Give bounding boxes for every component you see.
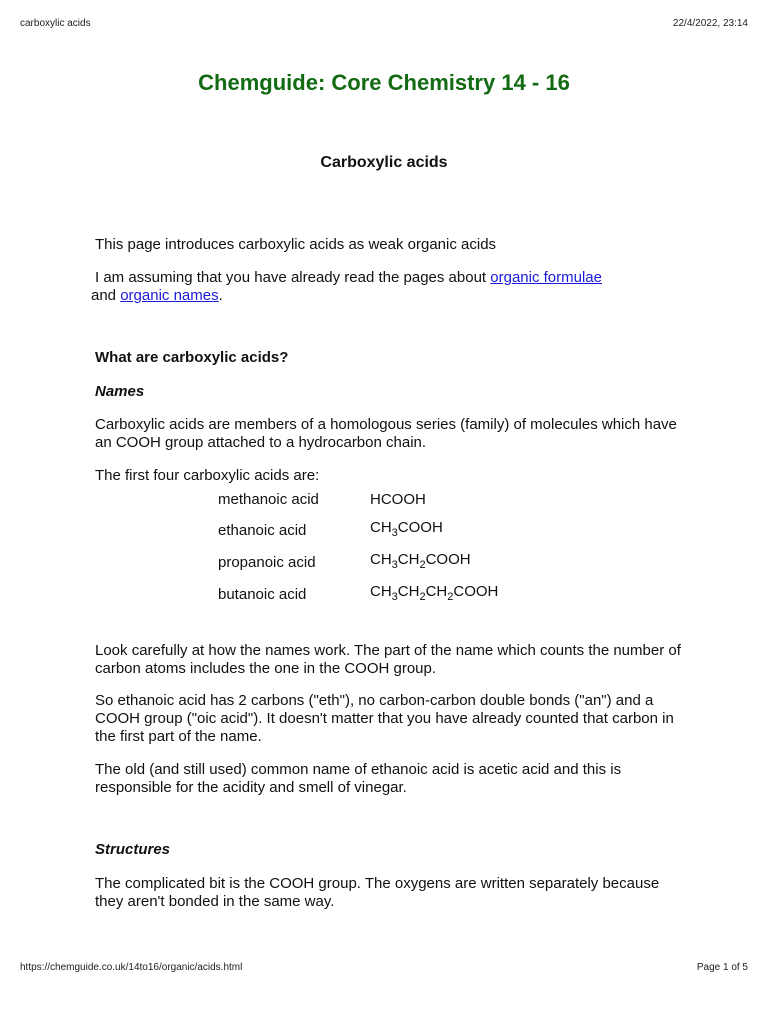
site-brand: Chemguide: bbox=[198, 70, 326, 95]
assumption-text-end: . bbox=[218, 287, 223, 304]
acid-formula: $CH_3CH_2COOH$ bbox=[370, 551, 471, 571]
site-title bbox=[0, 70, 768, 96]
print-datetime: 22/4/2022, 23:14 bbox=[672, 18, 748, 29]
print-url: https://chemguide.co.uk/14to16/organic/acids.html bbox=[20, 962, 243, 973]
site-subtitle: Core Chemistry 14 - 16 bbox=[325, 70, 570, 95]
intro-paragraph: This page introduces carboxylic acids as weak organic acids bbox=[95, 236, 497, 253]
acid-row bbox=[218, 553, 618, 573]
acid-formula: $CH_3CH_2CH_2COOH$ bbox=[370, 583, 499, 603]
assumption-text: I am assuming that you have already read the pages about bbox=[95, 269, 491, 286]
print-page-count: Page 1 of 5 bbox=[696, 962, 748, 973]
acid-row bbox=[218, 585, 618, 605]
acid-name: propanoic acid bbox=[218, 554, 316, 571]
acid-formula: HCOOH bbox=[370, 491, 426, 508]
subheading-structures: Structures bbox=[95, 841, 171, 858]
section-heading-what: What are carboxylic acids? bbox=[95, 349, 289, 366]
print-header bbox=[20, 18, 748, 29]
acid-name: ethanoic acid bbox=[218, 522, 307, 539]
acetic-acid-paragraph: The old (and still used) common name of ethanoic acid is acetic acid and this is responsible for the acidity and smell of vinegar. bbox=[95, 761, 622, 796]
look-paragraph: Look carefully at how the names work. The part of the name which counts the number of carbon atoms includes the one in the COOH group. bbox=[95, 642, 681, 677]
acid-row bbox=[218, 521, 618, 541]
names-paragraph: Carboxylic acids are members of a homologous series (family) of molecules which have an COOH group attached to a hydrocarbon chain. bbox=[95, 416, 677, 451]
subheading-names: Names bbox=[95, 383, 145, 400]
print-page-name: carboxylic acids bbox=[20, 18, 91, 29]
first-four-paragraph: The first four carboxylic acids are: bbox=[95, 467, 320, 484]
acid-row bbox=[218, 491, 618, 511]
assumption-text-and: and bbox=[91, 287, 121, 304]
acid-formula: $CH_3COOH$ bbox=[370, 519, 443, 539]
acid-name: butanoic acid bbox=[218, 586, 307, 603]
structures-paragraph: The complicated bit is the COOH group. The oxygens are written separately because they aren't bonded in the same way. bbox=[95, 875, 660, 910]
assumption-paragraph bbox=[91, 269, 685, 305]
print-footer bbox=[20, 962, 748, 973]
ethanoic-explanation-paragraph: So ethanoic acid has 2 carbons ("eth"), no carbon-carbon double bonds ("an") and a COOH group ("oic acid"). It doesn't matter that you have already counted that carbon in the first part of the name. bbox=[95, 692, 674, 745]
organic-names-link[interactable]: organic names bbox=[120, 287, 219, 304]
page-title: Carboxylic acids bbox=[320, 154, 448, 171]
acid-name: methanoic acid bbox=[218, 491, 319, 508]
organic-formulae-link[interactable]: organic formulae bbox=[490, 269, 602, 286]
